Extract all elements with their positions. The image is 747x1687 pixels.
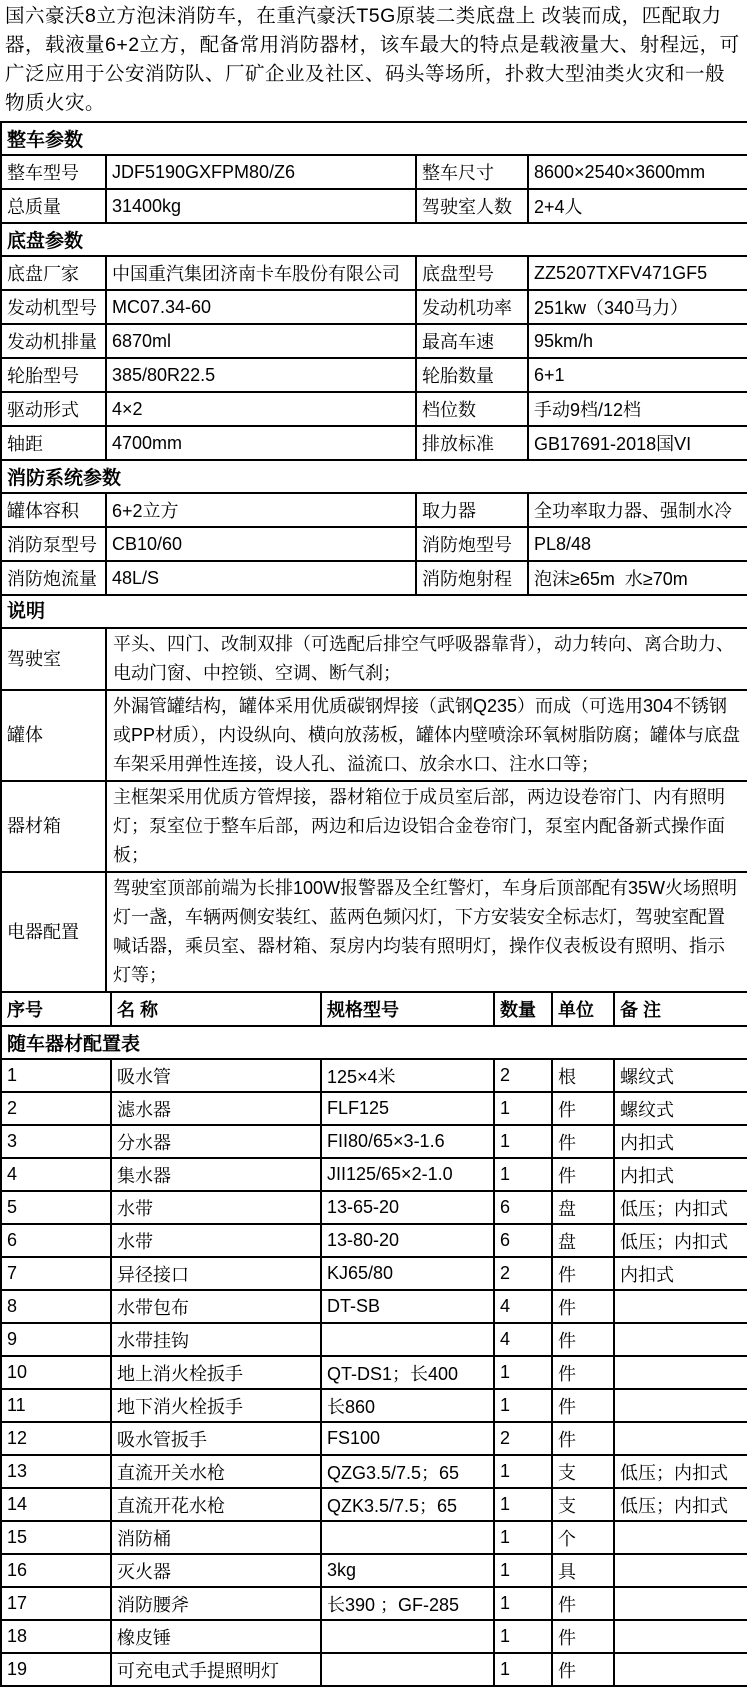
equipment-row-unit: 具 [552, 1554, 614, 1587]
vehicle-param-row-v1: 31400kg [106, 189, 416, 223]
equipment-table [0, 991, 747, 1687]
chassis-param-row-v2: 6+1 [528, 358, 747, 392]
equipment-row-unit: 支 [552, 1455, 614, 1488]
equipment-row-note [614, 1521, 747, 1554]
chassis-param-row-v1: 4×2 [106, 392, 416, 426]
equipment-row-unit: 件 [552, 1620, 614, 1653]
chassis-param-row-l2: 底盘型号 [416, 256, 528, 290]
equipment-row-qty: 1 [494, 1620, 552, 1653]
equipment-row-name: 消防腰斧 [111, 1587, 321, 1620]
equipment-row-unit: 件 [552, 1125, 614, 1158]
equipment-row [1, 1620, 747, 1653]
equipment-row-no: 19 [1, 1653, 111, 1686]
equipment-row-note [614, 1587, 747, 1620]
equipment-row-qty: 1 [494, 1521, 552, 1554]
notes-rows [1, 628, 747, 992]
fire-system-params-rows [1, 493, 747, 595]
equipment-row-name: 吸水管扳手 [111, 1422, 321, 1455]
fire-param-row-l2: 消防炮型号 [416, 527, 528, 561]
equipment-row-no: 7 [1, 1257, 111, 1290]
equipment-row-spec: 13-80-20 [321, 1224, 494, 1257]
equipment-row-unit: 支 [552, 1488, 614, 1521]
col-header-note: 备 注 [614, 992, 747, 1026]
equipment-row-qty: 1 [494, 1092, 552, 1125]
section-title: 整车参数 [1, 122, 747, 155]
equipment-row-spec [321, 1323, 494, 1356]
equipment-row-name: 滤水器 [111, 1092, 321, 1125]
equipment-row [1, 1125, 747, 1158]
equipment-row [1, 1224, 747, 1257]
note-row [1, 781, 747, 872]
vehicle-params-table [0, 121, 747, 224]
note-row-text: 驾驶室顶部前端为长排100W报警器及全红警灯，车身后顶部配有35W火场照明灯一盏，车辆两侧安装红、蓝两色频闪灯，下方安装安全标志灯，驾驶室配置喊话器，乘员室、器材箱、泵房内均装有照明灯，操作仪表板设有照明、指示灯等； [106, 872, 747, 992]
equipment-row-qty: 1 [494, 1587, 552, 1620]
equipment-row [1, 1488, 747, 1521]
equipment-row-qty: 4 [494, 1290, 552, 1323]
fire-param-row [1, 527, 747, 561]
equipment-row-name: 水带 [111, 1191, 321, 1224]
equipment-row-unit: 件 [552, 1587, 614, 1620]
equipment-row-no: 18 [1, 1620, 111, 1653]
chassis-param-row-l1: 轴距 [1, 426, 106, 460]
chassis-param-row-l2: 排放标准 [416, 426, 528, 460]
fire-param-row [1, 493, 747, 527]
equipment-row-note: 螺纹式 [614, 1059, 747, 1092]
chassis-param-row-l2: 档位数 [416, 392, 528, 426]
note-row-text: 平头、四门、改制双排（可选配后排空气呼吸器靠背），动力转向、离合助力、电动门窗、中控锁、空调、断气刹； [106, 628, 747, 690]
equipment-row-no: 3 [1, 1125, 111, 1158]
equipment-row-qty: 1 [494, 1554, 552, 1587]
equipment-row [1, 1323, 747, 1356]
equipment-row-name: 水带包布 [111, 1290, 321, 1323]
vehicle-param-row-l2: 驾驶室人数 [416, 189, 528, 223]
chassis-param-row [1, 256, 747, 290]
chassis-param-row-v2: 95km/h [528, 324, 747, 358]
equipment-row-unit: 件 [552, 1257, 614, 1290]
vehicle-params-rows [1, 155, 747, 223]
chassis-param-row-v2: 251kw（340马力） [528, 290, 747, 324]
equipment-row-unit: 件 [552, 1158, 614, 1191]
fire-param-row-v2: 泡沫≥65m 水≥70m [528, 561, 747, 595]
equipment-row-no: 17 [1, 1587, 111, 1620]
chassis-param-row [1, 358, 747, 392]
col-header-qty: 数量 [494, 992, 552, 1026]
equipment-row-qty: 1 [494, 1488, 552, 1521]
equipment-row-spec: QZK3.5/7.5；65 [321, 1488, 494, 1521]
chassis-param-row [1, 426, 747, 460]
equipment-row [1, 1191, 747, 1224]
equipment-row-qty: 1 [494, 1125, 552, 1158]
equipment-row [1, 1158, 747, 1191]
equipment-row-note: 低压；内扣式 [614, 1224, 747, 1257]
chassis-param-row-l2: 最高车速 [416, 324, 528, 358]
vehicle-param-row [1, 189, 747, 223]
section-header-fire-system [1, 460, 747, 493]
note-row-label: 罐体 [1, 690, 106, 781]
note-row-label: 器材箱 [1, 781, 106, 872]
equipment-row-qty: 2 [494, 1059, 552, 1092]
equipment-row [1, 1257, 747, 1290]
equipment-row-qty: 1 [494, 1356, 552, 1389]
equipment-row [1, 1290, 747, 1323]
chassis-param-row [1, 290, 747, 324]
equipment-row-no: 12 [1, 1422, 111, 1455]
equipment-row-no: 16 [1, 1554, 111, 1587]
equipment-row [1, 1521, 747, 1554]
equipment-row [1, 1422, 747, 1455]
fire-param-row-l2: 消防炮射程 [416, 561, 528, 595]
equipment-row-no: 10 [1, 1356, 111, 1389]
chassis-param-row-v2: ZZ5207TXFV471GF5 [528, 256, 747, 290]
equipment-row-name: 吸水管 [111, 1059, 321, 1092]
section-title: 随车器材配置表 [1, 1026, 747, 1059]
equipment-row-qty: 1 [494, 1158, 552, 1191]
note-row-label: 驾驶室 [1, 628, 106, 690]
chassis-params-rows [1, 256, 747, 460]
equipment-row-unit: 件 [552, 1653, 614, 1686]
equipment-row-qty: 2 [494, 1422, 552, 1455]
fire-param-row-v1: CB10/60 [106, 527, 416, 561]
equipment-row-name: 消防桶 [111, 1521, 321, 1554]
equipment-row-qty: 1 [494, 1653, 552, 1686]
equipment-row-name: 橡皮锤 [111, 1620, 321, 1653]
equipment-row-name: 水带挂钩 [111, 1323, 321, 1356]
equipment-row [1, 1455, 747, 1488]
equipment-row-name: 直流开花水枪 [111, 1488, 321, 1521]
equipment-row-unit: 件 [552, 1290, 614, 1323]
equipment-row-unit: 根 [552, 1059, 614, 1092]
equipment-row-qty: 1 [494, 1389, 552, 1422]
col-header-unit: 单位 [552, 992, 614, 1026]
equipment-row-no: 15 [1, 1521, 111, 1554]
equipment-row-name: 地下消火栓扳手 [111, 1389, 321, 1422]
chassis-param-row-l1: 底盘厂家 [1, 256, 106, 290]
equipment-row-spec: 长860 [321, 1389, 494, 1422]
chassis-param-row-v1: 385/80R22.5 [106, 358, 416, 392]
equipment-row-unit: 个 [552, 1521, 614, 1554]
equipment-row-no: 8 [1, 1290, 111, 1323]
equipment-row-spec [321, 1653, 494, 1686]
equipment-row-no: 5 [1, 1191, 111, 1224]
equipment-row-qty: 1 [494, 1455, 552, 1488]
col-header-name: 名 称 [111, 992, 321, 1026]
equipment-row-spec: FS100 [321, 1422, 494, 1455]
equipment-row-spec: 13-65-20 [321, 1191, 494, 1224]
equipment-row-unit: 盘 [552, 1191, 614, 1224]
chassis-param-row [1, 324, 747, 358]
equipment-row-spec: QT-DS1；长400 [321, 1356, 494, 1389]
vehicle-param-row-l1: 总质量 [1, 189, 106, 223]
fire-param-row-v1: 48L/S [106, 561, 416, 595]
section-header-vehicle [1, 122, 747, 155]
vehicle-param-row-v2: 2+4人 [528, 189, 747, 223]
equipment-row-spec: KJ65/80 [321, 1257, 494, 1290]
chassis-param-row-l2: 发动机功率 [416, 290, 528, 324]
equipment-row [1, 1092, 747, 1125]
equipment-row-no: 13 [1, 1455, 111, 1488]
vehicle-param-row-l1: 整车型号 [1, 155, 106, 189]
equipment-row-no: 14 [1, 1488, 111, 1521]
chassis-param-row-v1: MC07.34-60 [106, 290, 416, 324]
equipment-row [1, 1587, 747, 1620]
equipment-row-name: 集水器 [111, 1158, 321, 1191]
equipment-row [1, 1554, 747, 1587]
note-row [1, 690, 747, 781]
section-header-chassis [1, 223, 747, 256]
fire-param-row-v2: PL8/48 [528, 527, 747, 561]
vehicle-param-row-l2: 整车尺寸 [416, 155, 528, 189]
equipment-row [1, 1356, 747, 1389]
equipment-row-note: 内扣式 [614, 1125, 747, 1158]
equipment-row-name: 异径接口 [111, 1257, 321, 1290]
equipment-row [1, 1059, 747, 1092]
equipment-row-unit: 件 [552, 1422, 614, 1455]
equipment-row-qty: 2 [494, 1257, 552, 1290]
col-header-no: 序号 [1, 992, 111, 1026]
equipment-rows [1, 1059, 747, 1686]
equipment-row-note: 低压；内扣式 [614, 1455, 747, 1488]
section-title: 底盘参数 [1, 223, 747, 256]
equipment-row-note: 低压；内扣式 [614, 1191, 747, 1224]
chassis-param-row-l1: 发动机型号 [1, 290, 106, 324]
equipment-row-note [614, 1323, 747, 1356]
note-row-text: 外漏管罐结构，罐体采用优质碳钢焊接（武钢Q235）而成（可选用304不锈钢或PP材质），内设纵向、横向放荡板，罐体内壁喷涂环氧树脂防腐；罐体与底盘车架采用弹性连接，设人孔、溢流口、放余水口、注水口等； [106, 690, 747, 781]
equipment-row-note [614, 1389, 747, 1422]
fire-param-row-l1: 罐体容积 [1, 493, 106, 527]
chassis-param-row-l2: 轮胎数量 [416, 358, 528, 392]
equipment-row-note: 螺纹式 [614, 1092, 747, 1125]
section-header-equipment [1, 1026, 747, 1059]
equipment-row-note: 内扣式 [614, 1158, 747, 1191]
notes-table [0, 594, 747, 993]
equipment-row-qty: 6 [494, 1224, 552, 1257]
chassis-params-table [0, 222, 747, 461]
equipment-row-note [614, 1290, 747, 1323]
equipment-table-head [1, 992, 747, 1026]
chassis-param-row-v2: 手动9档/12档 [528, 392, 747, 426]
note-row [1, 628, 747, 690]
equipment-row-spec: FLF125 [321, 1092, 494, 1125]
vehicle-param-row-v2: 8600×2540×3600mm [528, 155, 747, 189]
equipment-row-spec [321, 1521, 494, 1554]
fire-param-row [1, 561, 747, 595]
fire-system-params-table [0, 459, 747, 596]
note-row-label: 电器配置 [1, 872, 106, 992]
equipment-row-name: 直流开关水枪 [111, 1455, 321, 1488]
equipment-row-spec: QZG3.5/7.5；65 [321, 1455, 494, 1488]
equipment-row-spec: 3kg [321, 1554, 494, 1587]
equipment-row-no: 9 [1, 1323, 111, 1356]
equipment-row-no: 4 [1, 1158, 111, 1191]
equipment-row-unit: 件 [552, 1323, 614, 1356]
equipment-row-no: 11 [1, 1389, 111, 1422]
equipment-row-note: 内扣式 [614, 1257, 747, 1290]
equipment-row-note [614, 1422, 747, 1455]
fire-param-row-l2: 取力器 [416, 493, 528, 527]
equipment-row-unit: 盘 [552, 1224, 614, 1257]
equipment-row-name: 可充电式手提照明灯 [111, 1653, 321, 1686]
equipment-row-spec: 长390 ；GF-285 [321, 1587, 494, 1620]
equipment-header-row [1, 992, 747, 1026]
equipment-row-name: 水带 [111, 1224, 321, 1257]
equipment-row-unit: 件 [552, 1356, 614, 1389]
fire-param-row-l1: 消防泵型号 [1, 527, 106, 561]
chassis-param-row-l1: 驱动形式 [1, 392, 106, 426]
section-title: 消防系统参数 [1, 460, 747, 493]
note-row [1, 872, 747, 992]
chassis-param-row-v1: 6870ml [106, 324, 416, 358]
vehicle-param-row-v1: JDF5190GXFPM80/Z6 [106, 155, 416, 189]
equipment-row-note [614, 1653, 747, 1686]
chassis-param-row-v1: 4700mm [106, 426, 416, 460]
equipment-row-spec: FII80/65×3-1.6 [321, 1125, 494, 1158]
equipment-row-note [614, 1356, 747, 1389]
intro-paragraph: 国六豪沃8立方泡沫消防车，在重汽豪沃T5G原装二类底盘上 改装而成，匹配取力器，载液量6+2立方，配备常用消防器材，该车最大的特点是载液量大、射程远，可广泛应用于公安消防队、厂矿企业及社区、码头等场所，扑救大型油类火灾和一般物质火灾。 [5, 5, 740, 114]
chassis-param-row-v1: 中国重汽集团济南卡车股份有限公司 [106, 256, 416, 290]
chassis-param-row-v2: GB17691-2018国VI [528, 426, 747, 460]
equipment-row-qty: 4 [494, 1323, 552, 1356]
equipment-row-name: 分水器 [111, 1125, 321, 1158]
section-title: 说明 [1, 595, 747, 628]
equipment-row-spec [321, 1620, 494, 1653]
equipment-row-qty: 6 [494, 1191, 552, 1224]
equipment-row-no: 1 [1, 1059, 111, 1092]
equipment-row-note: 低压；内扣式 [614, 1488, 747, 1521]
equipment-row [1, 1653, 747, 1686]
chassis-param-row [1, 392, 747, 426]
note-row-text: 主框架采用优质方管焊接，器材箱位于成员室后部，两边设卷帘门、内有照明灯；泵室位于整车后部，两边和后边设铝合金卷帘门，泵室内配备新式操作面板； [106, 781, 747, 872]
equipment-row-unit: 件 [552, 1092, 614, 1125]
equipment-row [1, 1389, 747, 1422]
col-header-spec: 规格型号 [321, 992, 494, 1026]
chassis-param-row-l1: 轮胎型号 [1, 358, 106, 392]
equipment-row-spec: DT-SB [321, 1290, 494, 1323]
fire-param-row-l1: 消防炮流量 [1, 561, 106, 595]
section-header-notes [1, 595, 747, 628]
chassis-param-row-l1: 发动机排量 [1, 324, 106, 358]
equipment-row-note [614, 1554, 747, 1587]
equipment-row-no: 2 [1, 1092, 111, 1125]
equipment-row-note [614, 1620, 747, 1653]
equipment-row-name: 地上消火栓扳手 [111, 1356, 321, 1389]
equipment-row-spec: 125×4米 [321, 1059, 494, 1092]
equipment-row-spec: JII125/65×2-1.0 [321, 1158, 494, 1191]
fire-param-row-v2: 全功率取力器、强制水冷 [528, 493, 747, 527]
vehicle-param-row [1, 155, 747, 189]
equipment-row-unit: 件 [552, 1389, 614, 1422]
equipment-row-no: 6 [1, 1224, 111, 1257]
fire-param-row-v1: 6+2立方 [106, 493, 416, 527]
equipment-row-name: 灭火器 [111, 1554, 321, 1587]
